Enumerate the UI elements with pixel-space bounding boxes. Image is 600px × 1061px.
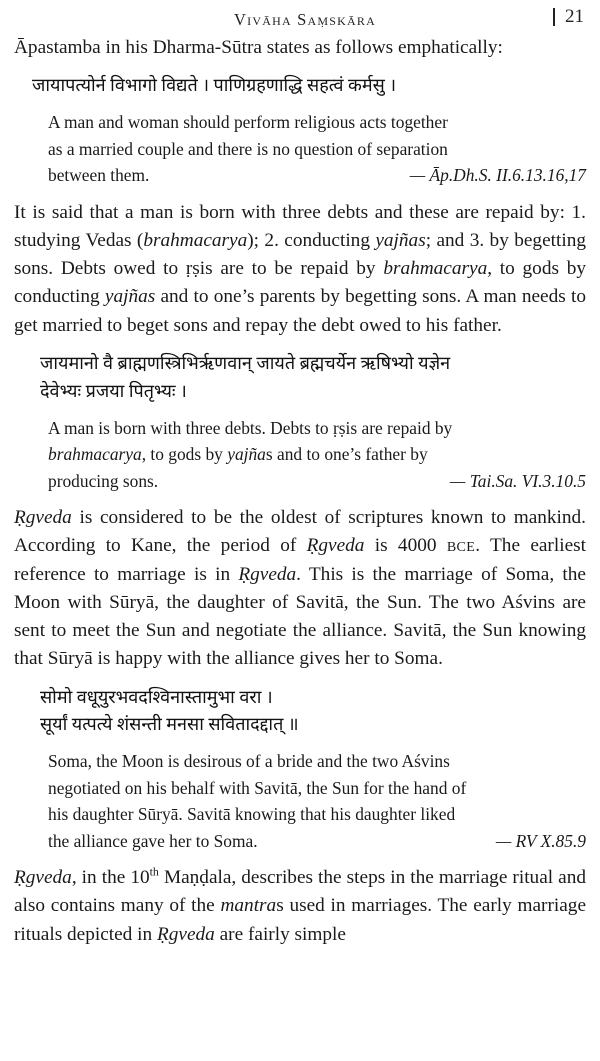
- term-rgveda: Ṛgveda: [14, 867, 72, 889]
- sanskrit-verse-1-line: जायापत्योर्न विभागो विद्यते । पाणिग्रहणाद्धि सहत्वं कर्मसु ।: [32, 75, 397, 96]
- translation-line: A man and woman should perform religious acts together: [48, 112, 448, 133]
- text-run: , to gods by: [141, 444, 228, 465]
- text-run: . This is the marriage of Soma, the Moon with Sūryā, the daughter of Savitā, the Sun. The two Aśvins are sent to meet the Sun and negotiate the alliance. Savitā, the Sun knowing that Sūryā is happy with the alliance gives her to Soma.: [14, 563, 586, 670]
- paragraph-rgveda: [14, 504, 586, 674]
- term-mantra: mantra: [220, 895, 277, 917]
- translation-line: producing sons.: [48, 470, 159, 491]
- page-header: [0, 0, 600, 30]
- term-yajnas: yajñas: [375, 229, 426, 251]
- term-brahmacarya: brahmacarya: [383, 258, 488, 280]
- text-run: Maṇḍala, describes the steps in the marriage ritual and also contains many of the: [14, 867, 586, 917]
- term-yajna: yajña: [227, 444, 266, 465]
- translation-block-1: [48, 109, 586, 188]
- sanskrit-verse-1: [32, 72, 586, 100]
- sanskrit-verse-2-line-1: जायमानो वै ब्राह्मणस्त्रिभिरृणवान् जायते ब्रह्मचर्येन ऋषिभ्यो यज्ञेन: [40, 352, 451, 373]
- text-run: are fairly simple: [214, 923, 346, 945]
- translation-line: A man is born with three debts. Debts to ṛṣis are repaid by: [48, 417, 453, 438]
- translation-line: as a married couple and there is no question of separation: [48, 138, 448, 159]
- folio: [553, 6, 584, 28]
- page-number: 21: [565, 6, 584, 27]
- term-brahmacarya: brahmacarya: [143, 229, 248, 251]
- text-run: , to gods by conducting: [14, 258, 586, 308]
- sanskrit-verse-2-line-2: देवेभ्यः प्रजया पितृभ्यः ।: [40, 380, 187, 401]
- translation-block-2: [48, 415, 586, 494]
- text-run: is 4000: [364, 535, 447, 557]
- translation-block-3: [48, 748, 586, 854]
- translation-line: between them.: [48, 165, 150, 186]
- text-run: s used in marriages. The early marriage rituals depicted in: [14, 895, 586, 945]
- text-run: and to one’s parents by begetting sons. A man needs to get married to beget sons and repay the debt owed to his father.: [14, 286, 586, 336]
- text-run: s and to one’s father by: [265, 444, 428, 465]
- translation-line: Soma, the Moon is desirous of a bride and the two Aśvins: [48, 751, 450, 772]
- term-rgveda: Ṛgveda: [156, 923, 215, 945]
- paragraph-intro: [14, 34, 586, 62]
- sanskrit-verse-3: [40, 684, 586, 740]
- translation-line: his daughter Sūryā. Savitā knowing that his daughter liked: [48, 804, 456, 825]
- text-run: is considered to be the oldest of scriptures known to mankind. According to Kane, the period of: [14, 506, 586, 557]
- text-run: , in the 10: [71, 867, 150, 889]
- sanskrit-verse-3-line-1: सोमो वधूयुरभवदश्विनास्तामुभा वरा ।: [40, 686, 273, 707]
- term-yajnas: yajñas: [104, 286, 156, 308]
- text-run: It is said that a man is born with three debts and these are repaid by: 1. studying Vedas (: [14, 201, 586, 251]
- translation-line: negotiated on his behalf with Savitā, the Sun for the hand of: [48, 777, 467, 798]
- sanskrit-verse-3-line-2: सूर्यां यत्पत्ये शंसन्ती मनसा सवितादद्दात् ॥: [40, 714, 299, 735]
- folio-rule: [553, 8, 555, 26]
- text-run: ; and 3. by begetting sons. Debts owed to ṛṣis are to be repaid by: [14, 229, 586, 280]
- era-bce: bce: [446, 535, 476, 557]
- term-rgveda: Ṛgveda: [14, 506, 72, 528]
- translation-line: [48, 441, 586, 467]
- sanskrit-verse-2: [40, 350, 586, 406]
- citation-1: — Āp.Dh.S. II.6.13.16,17: [409, 165, 586, 186]
- citation-2: — Tai.Sa. VI.3.10.5: [449, 470, 586, 491]
- running-title: Vivāha Saṃskāra: [234, 10, 376, 29]
- paragraph-three-debts: [14, 199, 586, 340]
- text-run: ); 2. conducting: [247, 229, 376, 251]
- translation-last-line: [48, 828, 586, 854]
- translation-last-line: [48, 468, 586, 494]
- ordinal-suffix: th: [149, 864, 159, 879]
- page-body: [0, 30, 600, 949]
- term-rgveda: Ṛgveda: [306, 535, 365, 557]
- term-rgveda: Ṛgveda: [238, 563, 297, 585]
- text-run: . The earliest reference to marriage is in: [14, 535, 586, 585]
- translation-last-line: [48, 162, 586, 188]
- term-brahmacarya: brahmacarya: [48, 444, 142, 465]
- translation-line: the alliance gave her to Soma.: [48, 830, 258, 851]
- paragraph-intro-text: Āpastamba in his Dharma-Sūtra states as follows emphatically:: [14, 37, 503, 58]
- paragraph-mandala: [14, 864, 586, 949]
- citation-3: — RV X.85.9: [495, 830, 586, 851]
